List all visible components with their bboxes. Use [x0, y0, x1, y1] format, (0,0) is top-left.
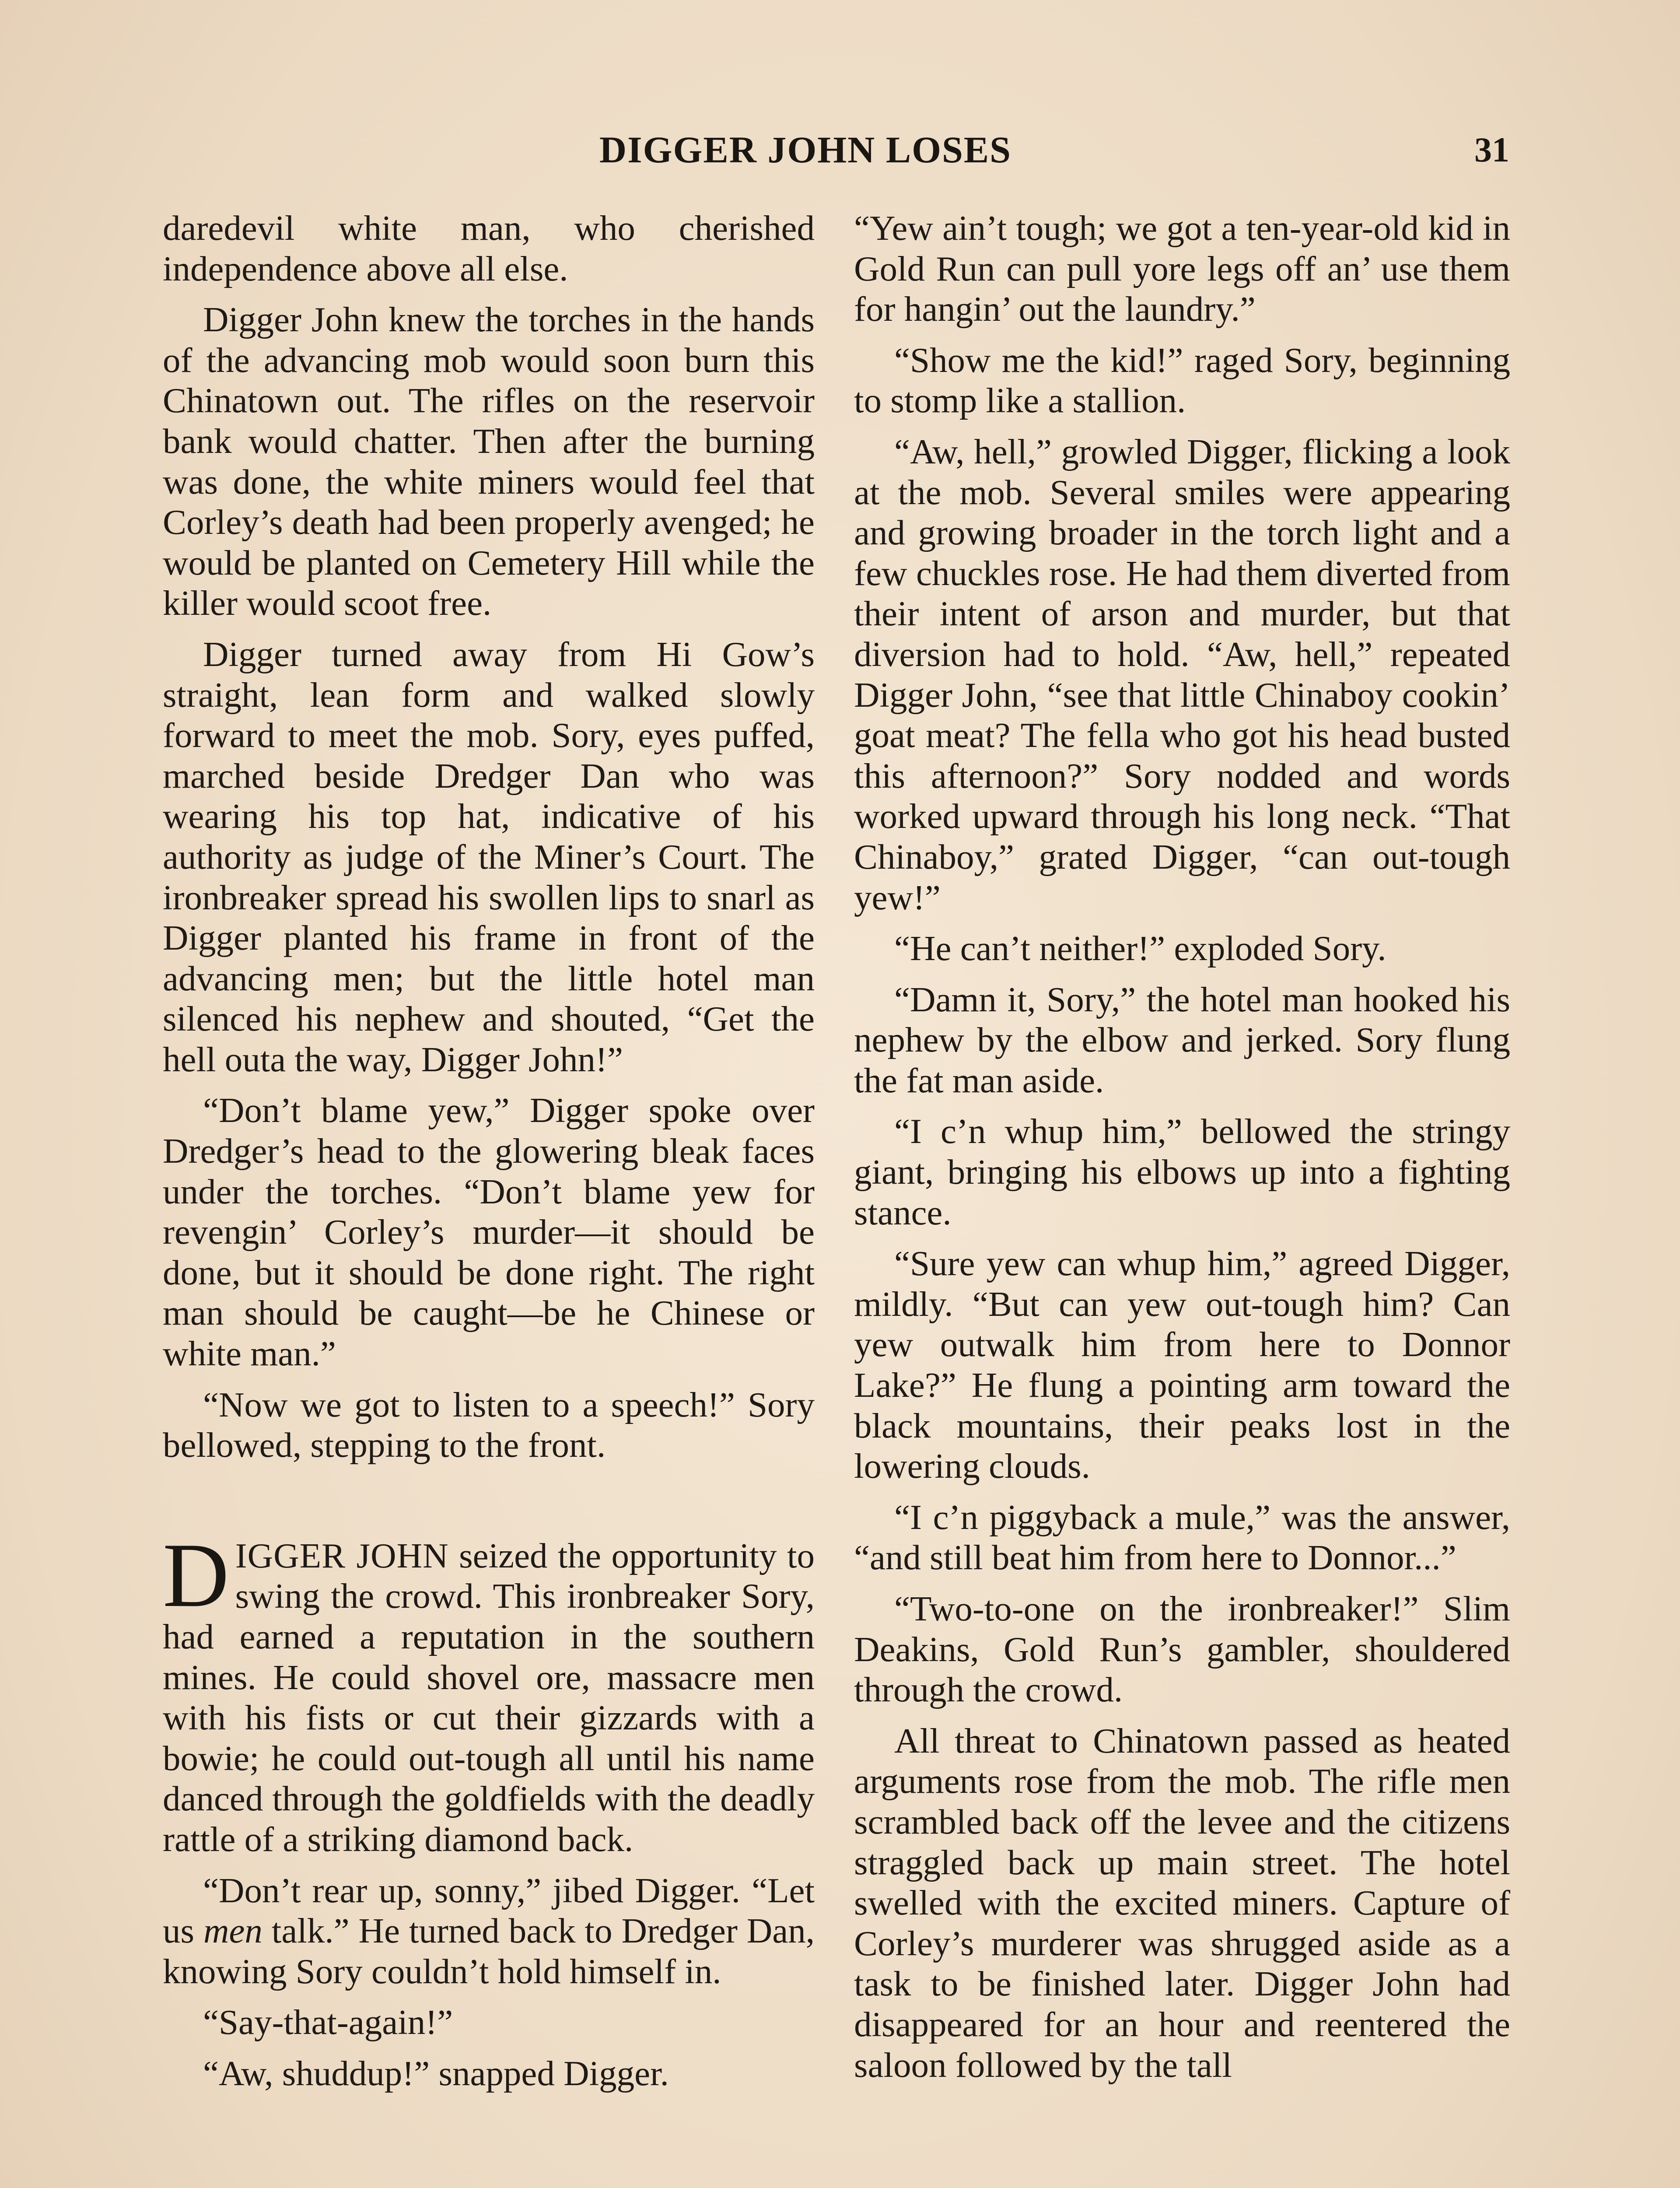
paragraph: “He can’t neither!” exploded Sory.	[894, 929, 1386, 968]
paragraph: All threat to Chinatown passed as heated arguments rose from the mob. The rifle men scrambled back off the levee and the citizens straggled back up main street. The hotel swelled with the excited miners. Capture of Corley’s murderer was shrugged aside as a task to be finished later. Digger John had disappeared for an hour and reentered the saloon followed by the tall	[854, 1721, 1510, 2085]
paragraph: Digger John knew the torches in the hands of the advancing mob would soon burn this Chinatown out. The rifles on the reservoir bank would chatter. Then after the burning was done, the white miners would feel that Corley’s death had been properly avenged; he would be planted on Cemetery Hill while the killer would scoot free.	[163, 300, 815, 623]
paragraph: “Damn it, Sory,” the hotel man hooked his nephew by the elbow and jerked. Sory flung the fat man aside.	[854, 979, 1510, 1100]
paragraph-text: talk.” He turned back to Dredger Dan, knowing Sory couldn’t hold himself in.	[163, 1911, 815, 1991]
running-header-title: DIGGER JOHN LOSES	[599, 129, 1012, 171]
dropcap-lead-words: IGGER JOHN	[235, 1536, 449, 1575]
page-number: 31	[1474, 131, 1509, 169]
paragraph: “Show me the kid!” raged Sory, beginning to stomp like a stallion.	[854, 340, 1510, 421]
paragraph: “Aw, hell,” growled Digger, flicking a look at the mob. Several smiles were appearing and growing broader in the torch light and a few chuckles rose. He had them diverted from their intent of arson and murder, but that diversion had to hold. “Aw, hell,” repeated Digger John, “see that little Chinaboy cookin’ goat meat? The fella who got his head busted this afternoon?” Sory nodded and words worked upward through his long neck. “That Chinaboy,” grated Digger, “can out-tough yew!”	[854, 431, 1510, 917]
left-text-column	[163, 208, 815, 2104]
paragraph	[163, 1870, 815, 1992]
paragraph: “Yew ain’t tough; we got a ten-year-old kid in Gold Run can pull yore legs off an’ use them for hangin’ out the laundry.”	[854, 208, 1510, 329]
dropcap-paragraph	[163, 1524, 815, 1860]
paragraph: “Aw, shuddup!” snapped Digger.	[203, 2053, 669, 2093]
paragraph: “I c’n whup him,” bellowed the stringy giant, bringing his elbows up into a fighting stance.	[854, 1112, 1510, 1232]
paragraph-text: “Don’t rear up, sonny,” jibed Digger. “Let us	[163, 1870, 815, 1951]
right-text-column	[854, 208, 1510, 2096]
drop-cap-letter: D	[163, 1524, 229, 1626]
paragraph: “Sure yew can whup him,” agreed Digger, mildly. “But can yew out-tough him? Can yew outwalk him from here to Donnor Lake?” He flung a pointing arm toward the black mountains, their peaks lost in the lowering clouds.	[854, 1244, 1510, 1486]
paragraph: “Two-to-one on the ironbreaker!” Slim Deakins, Gold Run’s gambler, shouldered through the crowd.	[854, 1589, 1510, 1710]
paragraph: “Don’t blame yew,” Digger spoke over Dredger’s head to the glowering bleak faces under the torches. “Don’t blame yew for revengin’ Corley’s murder—it should be done, but it should be done right. The right man should be caught—be he Chinese or white man.”	[163, 1090, 815, 1374]
paragraph: “Say-that-again!”	[203, 2002, 453, 2042]
paragraph: “I c’n piggyback a mule,” was the answer, “and still beat him from here to Donnor...”	[854, 1497, 1510, 1578]
dropcap-paragraph-text: seized the opportunity to swing the crowd. This ironbreaker Sory, had earned a reputation in the southern mines. He could shovel ore, massacre men with his fists or cut their gizzards with a bowie; he could out-tough all until his name danced through the goldfields with the deadly rattle of a striking diamond back.	[163, 1536, 815, 1859]
paragraph: daredevil white man, who cherished independence above all else.	[163, 208, 815, 288]
paragraph: “Now we got to listen to a speech!” Sory bellowed, stepping to the front.	[163, 1385, 815, 1465]
italic-word: men	[203, 1911, 262, 1951]
paragraph: Digger turned away from Hi Gow’s straight, lean form and walked slowly forward to meet the mob. Sory, eyes puffed, marched beside Dredger Dan who was wearing his top hat, indicative of his authority as judge of the Miner’s Court. The ironbreaker spread his swollen lips to snarl as Digger planted his frame in front of the advancing men; but the little hotel man silenced his nephew and shouted, “Get the hell outa the way, Digger John!”	[163, 634, 815, 1079]
